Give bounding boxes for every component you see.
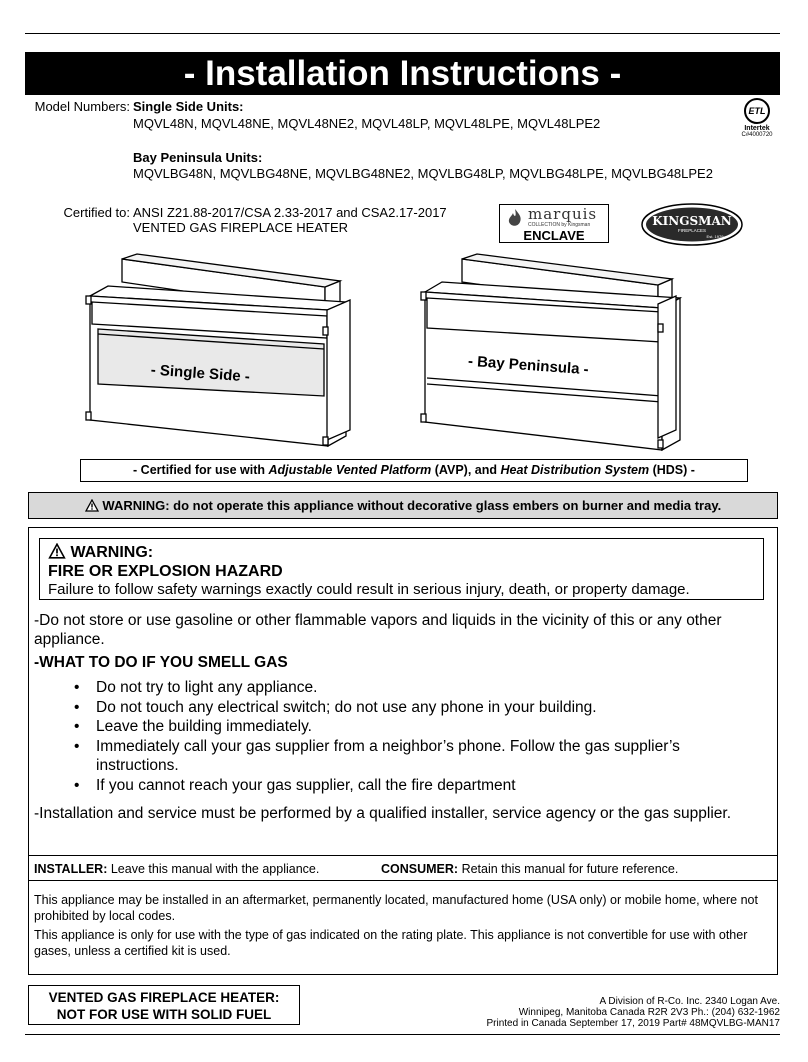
list-item: • Do not touch any electrical switch; do not use any phone in your building.: [74, 698, 764, 718]
smell-gas-heading: -WHAT TO DO IF YOU SMELL GAS: [34, 654, 288, 671]
etl-control-number: C#4000720: [741, 132, 773, 138]
model-numbers-label: Model Numbers:: [34, 99, 130, 114]
consumer-text: Retain this manual for future reference.: [461, 862, 679, 876]
cert-avp: Adjustable Vented Platform: [268, 463, 432, 477]
marquis-name: marquis: [528, 205, 598, 223]
bay-units-list: MQVLBG48N, MQVLBG48NE, MQVLBG48NE2, MQVLBG48LP, MQVLBG48LPE, MQVLBG48LPE2: [133, 166, 713, 181]
marquis-sub: COLLECTION by Kingsman: [528, 222, 591, 228]
kingsman-logo: [641, 203, 743, 246]
certified-label: Certified to:: [63, 205, 130, 220]
cert-avp-abbr: (AVP), and: [431, 463, 501, 477]
manufactured-home-note: This appliance may be installed in an aftermarket, permanently located, manufactured home (USA only) or mobile home, where not prohibited by local codes.: [34, 893, 758, 923]
footer-printed: Printed in Canada September 17, 2019 Part# 48MQVLBG-MAN17: [486, 1018, 780, 1029]
certified-type: VENTED GAS FIREPLACE HEATER: [133, 220, 349, 235]
bay-units-heading: Bay Peninsula Units:: [133, 150, 263, 165]
hazard-box: [39, 538, 764, 600]
consumer-label: CONSUMER:: [381, 862, 459, 876]
installer-label: INSTALLER:: [34, 862, 108, 876]
warning-icon: [48, 543, 66, 559]
enclave-model: ENCLAVE: [523, 228, 585, 243]
installer-note: [34, 862, 319, 876]
hazard-title-text: WARNING:: [70, 544, 154, 561]
installer-text: Leave this manual with the appliance.: [110, 862, 320, 876]
divider: [28, 855, 778, 856]
top-rule: [25, 33, 780, 34]
smell-gas-list: [74, 678, 764, 795]
certified-use-box: [80, 459, 748, 482]
list-item: • Do not try to light any appliance.: [74, 678, 764, 698]
warning-icon: [85, 499, 99, 512]
footer-address-1: A Division of R-Co. Inc. 2340 Logan Ave.: [599, 996, 780, 1007]
kingsman-name: KINGSMAN: [652, 214, 732, 228]
solid-fuel-warning: [28, 985, 300, 1025]
solid-fuel-line1: VENTED GAS FIREPLACE HEATER:: [48, 990, 280, 1005]
single-side-label: - Single Side -: [150, 361, 251, 386]
certified-standard: ANSI Z21.88-2017/CSA 2.33-2017 and CSA2.17-2017: [133, 205, 447, 220]
etl-intertek: Intertek: [744, 125, 770, 132]
single-units-list: MQVL48N, MQVL48NE, MQVL48NE2, MQVL48LP, MQVL48LPE, MQVL48LPE2: [133, 116, 601, 131]
flammable-vapors-paragraph: -Do not store or use gasoline or other flammable vapors and liquids in the vicinity of this or any other appliance.: [34, 612, 722, 648]
hazard-text: Failure to follow safety warnings exactly could result in serious injury, death, or property damage.: [48, 581, 690, 598]
single-units-heading: Single Side Units:: [133, 99, 244, 114]
page-title: - Installation Instructions -: [25, 52, 780, 95]
kingsman-est: Est. 1979: [706, 234, 724, 239]
bay-peninsula-label: - Bay Peninsula -: [467, 352, 590, 379]
footer-address-2: Winnipeg, Manitoba Canada R2R 2V3 Ph.: (204) 632-1962: [518, 1007, 780, 1018]
bottom-rule: [25, 1034, 780, 1035]
fireplace-illustrations: [80, 252, 700, 457]
single-side-illustration: [86, 254, 350, 446]
glass-ember-warning-text: WARNING: do not operate this appliance without decorative glass embers on burner and media tray.: [102, 498, 722, 513]
list-item: • Immediately call your gas supplier from a neighbor’s phone. Follow the gas supplier’s instructions.: [74, 737, 764, 776]
solid-fuel-line2: NOT FOR USE WITH SOLID FUEL: [56, 1007, 272, 1022]
bay-peninsula-illustration: [421, 254, 680, 450]
marquis-logo: [499, 204, 609, 243]
installation-paragraph: -Installation and service must be performed by a qualified installer, service agency or the gas supplier.: [34, 805, 732, 822]
hazard-subtitle: FIRE OR EXPLOSION HAZARD: [48, 563, 283, 580]
consumer-note: [381, 862, 678, 876]
kingsman-sub: FIREPLACES: [677, 228, 707, 233]
flame-icon: [506, 208, 524, 228]
list-item: • If you cannot reach your gas supplier, call the fire department: [74, 776, 764, 796]
gas-type-note: This appliance is only for use with the type of gas indicated on the rating plate. This appliance is not convertible for use with other gases, unless a certified kit is used.: [34, 928, 748, 958]
etl-certification-mark: [736, 98, 778, 138]
glass-ember-warning: [28, 492, 778, 519]
etl-logo: ETL: [744, 98, 770, 124]
list-item: • Leave the building immediately.: [74, 717, 764, 737]
cert-prefix: - Certified for use with: [133, 463, 269, 477]
hazard-title: [48, 543, 153, 562]
cert-hds-abbr: (HDS) -: [649, 463, 695, 477]
divider: [28, 880, 778, 881]
cert-hds: Heat Distribution System: [500, 463, 650, 477]
